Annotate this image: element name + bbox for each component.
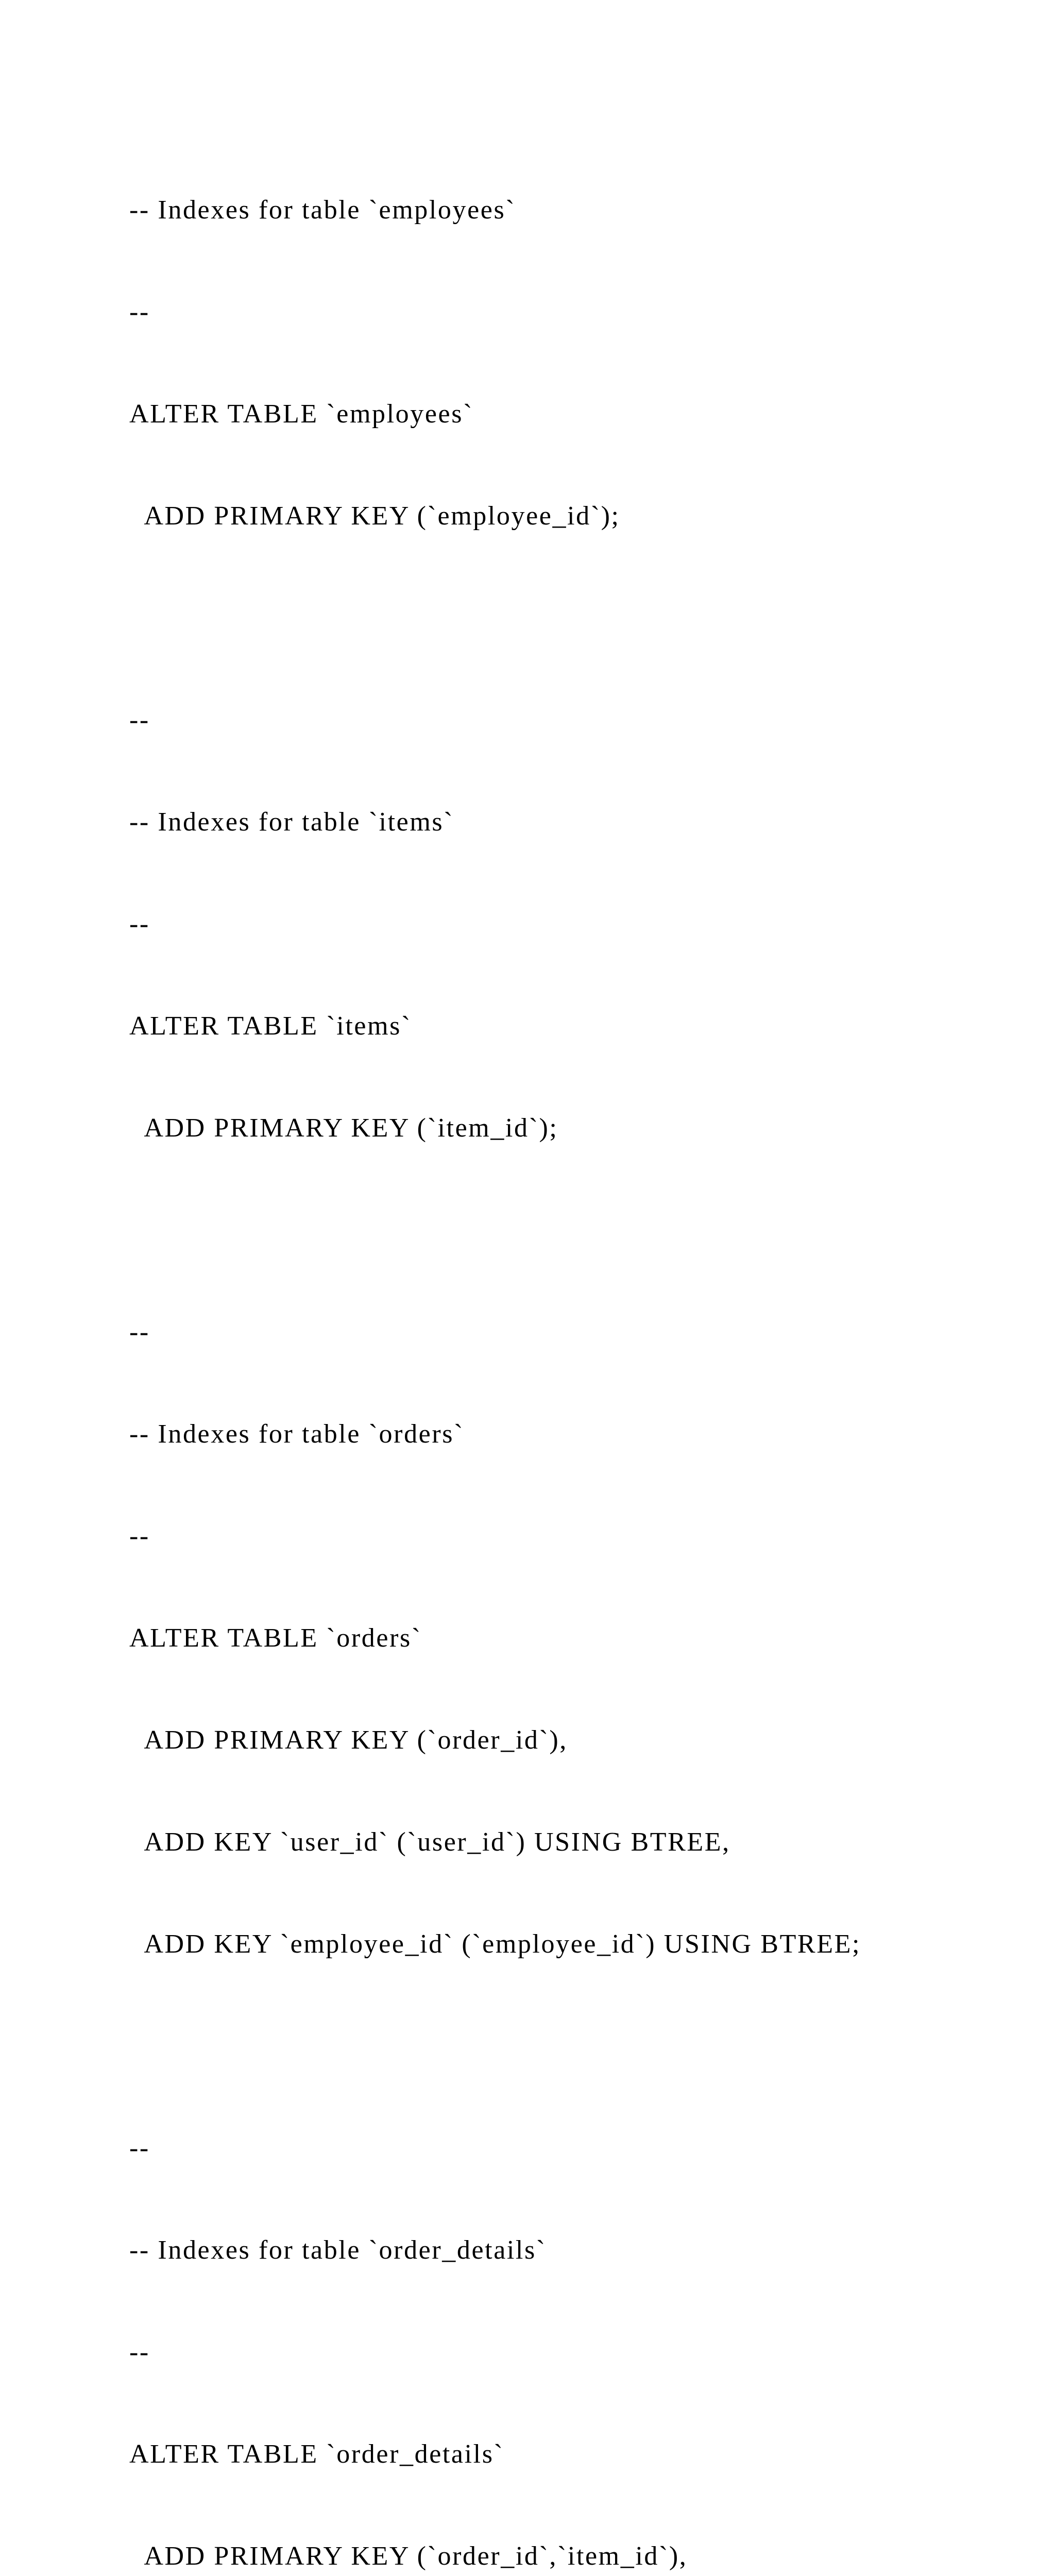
code-line	[129, 2029, 861, 2063]
code-line: ADD KEY `user_id` (`user_id`) USING BTREE,	[129, 1827, 730, 1857]
code-line: ALTER TABLE `items`	[129, 1011, 412, 1041]
code-line: --	[129, 297, 150, 327]
code-line: ADD PRIMARY KEY (`order_id`,`item_id`),	[129, 2541, 688, 2571]
sql-code-block	[129, 125, 861, 2576]
code-line: ALTER TABLE `employees`	[129, 399, 473, 429]
code-line: --	[129, 2133, 150, 2163]
code-line: -- Indexes for table `order_details`	[129, 2235, 547, 2265]
code-line	[129, 1213, 861, 1247]
code-line: ALTER TABLE `order_details`	[129, 2439, 504, 2469]
code-line	[129, 601, 861, 635]
code-line: ADD PRIMARY KEY (`item_id`);	[129, 1113, 558, 1143]
code-line: ALTER TABLE `orders`	[129, 1623, 422, 1653]
code-line: --	[129, 909, 150, 939]
code-line: --	[129, 1521, 150, 1551]
code-line: -- Indexes for table `items`	[129, 807, 454, 837]
code-line: ADD PRIMARY KEY (`order_id`),	[129, 1725, 568, 1755]
code-line: ADD PRIMARY KEY (`employee_id`);	[129, 501, 620, 531]
code-line: ADD KEY `employee_id` (`employee_id`) USING BTREE;	[129, 1929, 861, 1959]
code-line: --	[129, 705, 150, 735]
code-line: -- Indexes for table `employees`	[129, 195, 516, 225]
code-line: -- Indexes for table `orders`	[129, 1419, 465, 1449]
code-line: --	[129, 1317, 150, 1347]
code-line: --	[129, 2337, 150, 2367]
